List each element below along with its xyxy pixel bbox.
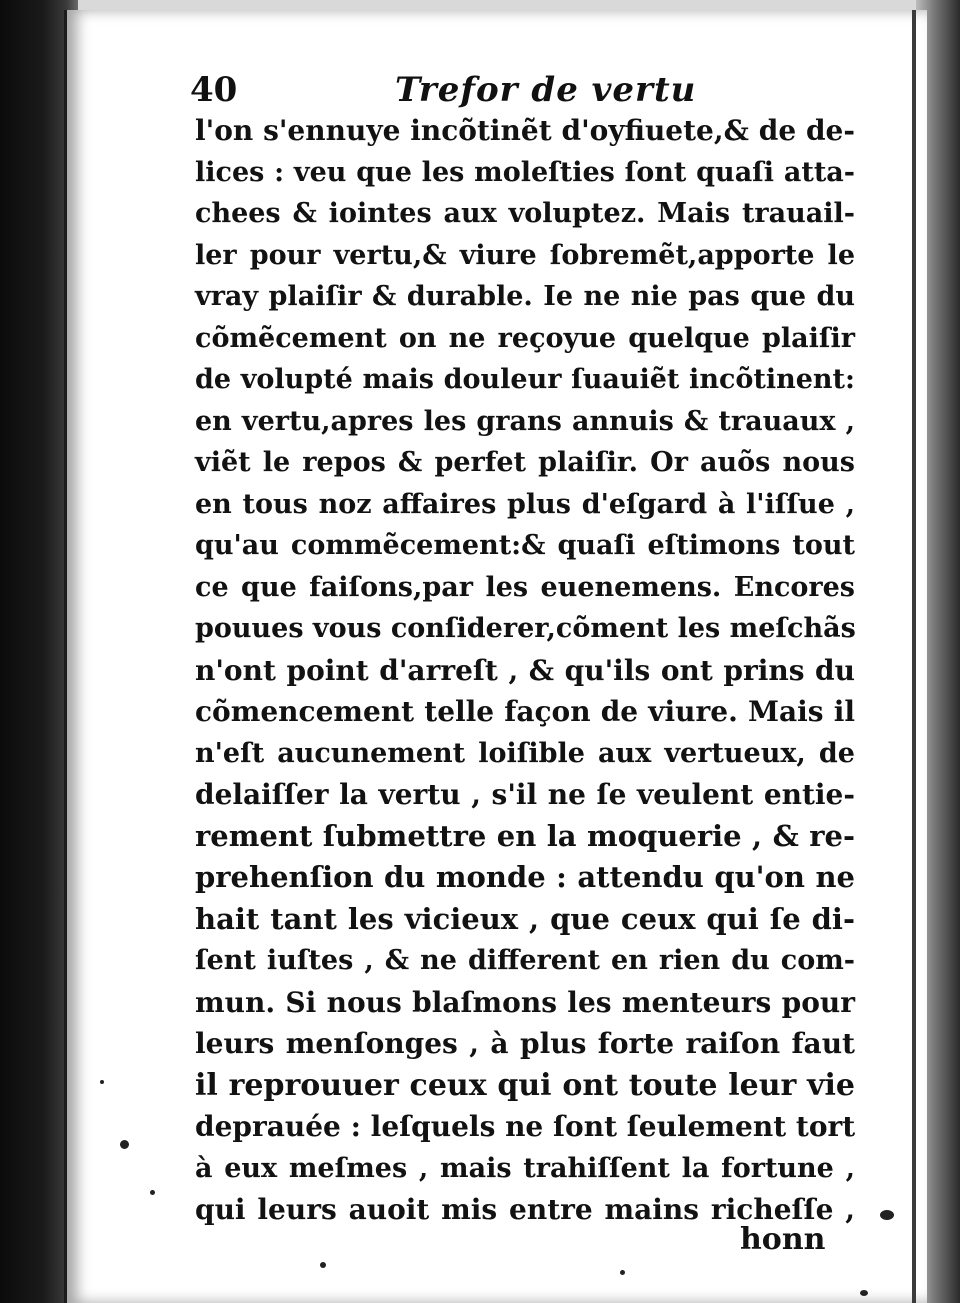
text-line: l'on s'ennuye incõtinẽt d'oyfiuete,& de de- xyxy=(195,114,855,147)
text-line: à eux meſmes , mais trahiſſent la fortune , xyxy=(195,1152,855,1184)
text-line: pouues vous conſiderer,cõment les meſchãs xyxy=(195,613,856,644)
text-line: en tous noz affaires plus d'eſgard à l'iſſue , xyxy=(195,488,855,520)
text-line: mun. Si nous blaſmons les menteurs pour xyxy=(195,985,855,1019)
text-line: chees & iointes aux voluptez. Mais trauail- xyxy=(195,198,855,229)
text-line: ſent iuſtes , & ne different en rien du com- xyxy=(195,945,855,976)
text-line: cõmencement telle façon de viure. Mais il xyxy=(195,695,855,728)
text-line: n'eſt aucunement loiſible aux vertueux, de xyxy=(195,737,855,769)
text-line: qu'au commẽcement:& quaſi eſtimons tout xyxy=(195,530,855,561)
text-line: qui leurs auoit mis entre mains richeſſe , xyxy=(195,1193,855,1226)
scan-speck xyxy=(880,1210,894,1220)
scan-speck xyxy=(100,1080,104,1084)
text-line: lices : veu que les moleſties ſont quaſi atta- xyxy=(195,156,855,188)
text-line: hait tant les vicieux , que ceux qui ſe di- xyxy=(195,901,855,936)
scan-speck xyxy=(120,1140,129,1149)
text-line: en vertu,apres les grans annuis & trauaux , xyxy=(195,405,855,437)
text-line: vray plaiſir & durable. Ie ne nie pas que du xyxy=(195,281,855,312)
text-line: rement ſubmettre en la moquerie , & re- xyxy=(195,818,855,853)
scan-speck xyxy=(320,1262,326,1268)
text-line: prehenſion du monde : attendu qu'on ne xyxy=(195,860,855,894)
text-line: n'ont point d'arreſt , & qu'ils ont prins du xyxy=(195,653,855,687)
catchword: honn xyxy=(740,1222,826,1257)
text-line: de volupté mais douleur ſuauiẽt incõtinent: xyxy=(195,364,855,395)
page-fold-line xyxy=(912,10,916,1303)
text-line: leurs menſonges , à plus forte raiſon faut xyxy=(195,1027,855,1060)
text-line: ler pour vertu,& viure ſobremẽt,apporte le xyxy=(195,239,855,271)
scan-speck xyxy=(620,1270,625,1275)
text-line: delaiſſer la vertu , s'il ne ſe veulent entie- xyxy=(195,778,855,811)
text-line: ce que faiſons,par les euenemens. Encores xyxy=(195,571,855,603)
scan-speck xyxy=(150,1190,155,1195)
page-header xyxy=(180,70,700,114)
page-number: 40 xyxy=(190,70,238,110)
text-line: viẽt le repos & perfet plaiſir. Or auõs nous xyxy=(195,447,855,478)
scan-speck xyxy=(860,1290,868,1296)
body-text xyxy=(195,110,855,1231)
text-line: deprauée : leſquels ne ſont ſeulement tort xyxy=(195,1110,856,1143)
text-line: cõmẽcement on ne reçoyue quelque plaiſir xyxy=(195,322,855,354)
text-line: il reprouuer ceux qui ont toute leur vie xyxy=(195,1067,855,1103)
running-title: Trefor de vertu xyxy=(395,70,697,110)
